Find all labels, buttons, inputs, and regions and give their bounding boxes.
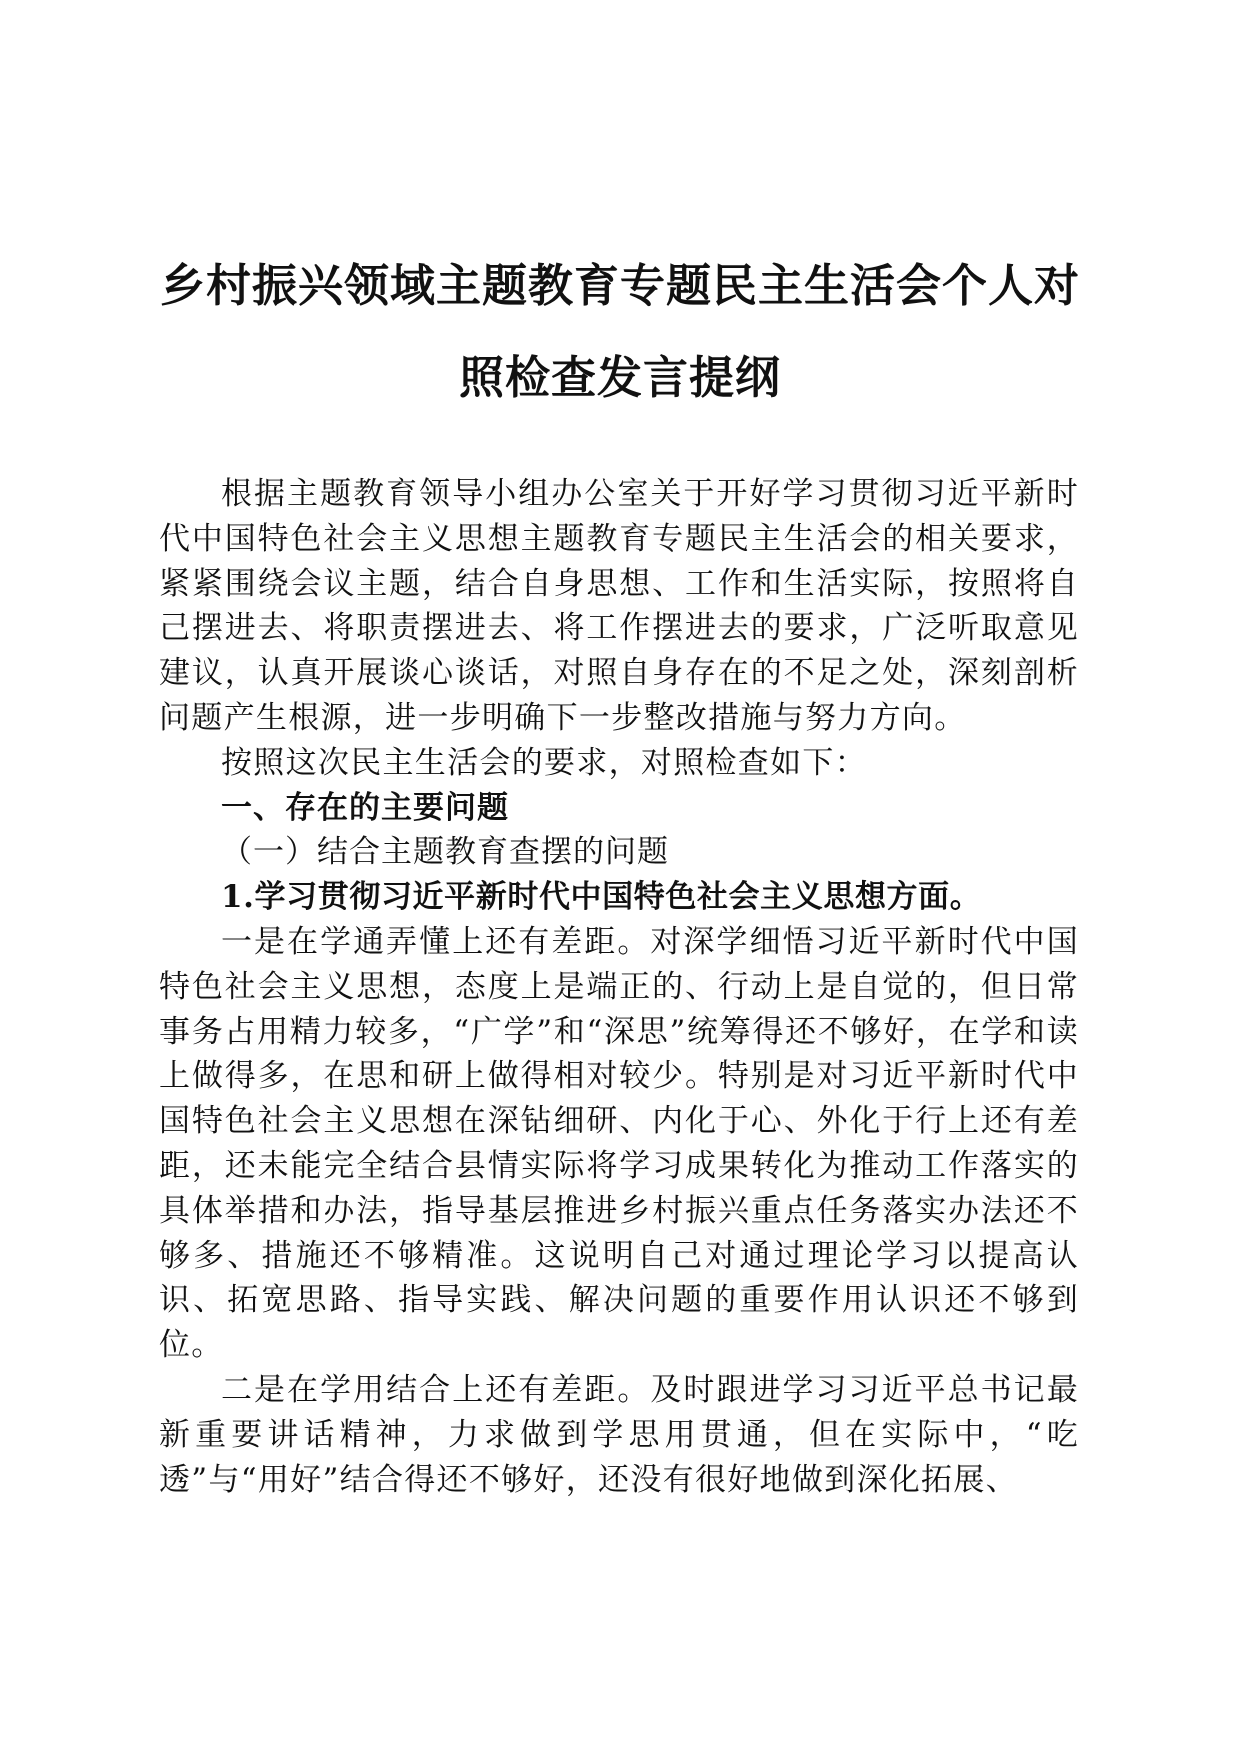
title-line-2: 照检查发言提纲: [458, 351, 781, 404]
section-heading-1: 一、存在的主要问题: [221, 789, 509, 826]
lead-sentence: 按照这次民主生活会的要求，对照检查如下：: [221, 744, 867, 781]
document-body: [159, 472, 1079, 1502]
title-line-1: 乡村振兴领域主题教育专题民主生活会个人对: [159, 259, 1080, 312]
item-heading: 1.学习贯彻习近平新时代中国特色社会主义思想方面。: [221, 879, 982, 916]
subsection-heading: （一）结合主题教育查摆的问题: [221, 834, 669, 871]
document-title: [150, 240, 1090, 424]
body-paragraph-1: 一是在学通弄懂上还有差距。对深学细悟习近平新时代中国特色社会主义思想，态度上是端正的、行动上是自觉的，但日常事务占用精力较多，“广学”和“深思”统筹得还不够好，在学和读上做得多，在思和研上做得相对较少。特别是对习近平新时代中国特色社会主义思想在深钻细研、内化于心、外化于行上还有差距，还未能完全结合县情实际将学习成果转化为推动工作落实的具体举措和办法，指导基层推进乡村振兴重点任务落实办法还不够多、措施还不够精准。这说明自己对通过理论学习以提高认识、拓宽思路、指导实践、解决问题的重要作用认识还不够到位。: [159, 923, 1079, 1364]
body-paragraph-2: 二是在学用结合上还有差距。及时跟进学习习近平总书记最新重要讲话精神，力求做到学思用贯通，但在实际中，“吃透”与“用好”结合得还不够好，还没有很好地做到深化拓展、: [159, 1371, 1079, 1498]
intro-paragraph: 根据主题教育领导小组办公室关于开好学习贯彻习近平新时代中国特色社会主义思想主题教育专题民主生活会的相关要求，紧紧围绕会议主题，结合自身思想、工作和生活实际，按照将自己摆进去、将职责摆进去、将工作摆进去的要求，广泛听取意见建议，认真开展谈心谈话，对照自身存在的不足之处，深刻剖析问题产生根源，进一步明确下一步整改措施与努力方向。: [159, 476, 1079, 736]
